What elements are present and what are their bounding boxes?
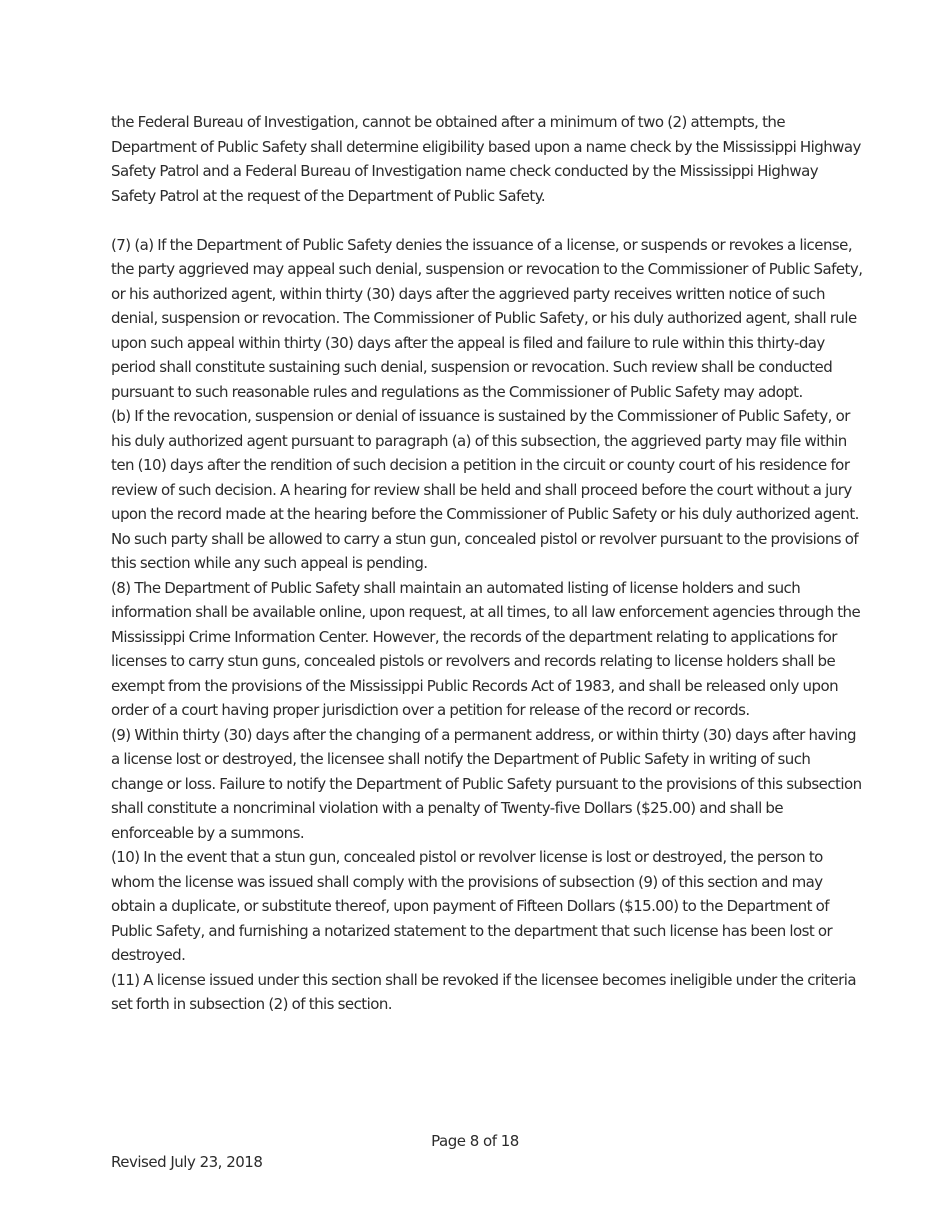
paragraph-11: (11) A license issued under this section shall be revoked if the licensee becomes ineligible under the criteria set forth in subsection (2) of this section.	[111, 970, 857, 1013]
paragraph-9: (9) Within thirty (30) days after the changing of a permanent address, or within thirty (30) days after having a license lost or destroyed, the licensee shall notify the Department of Public Safety in writing of such change or loss. Failure to notify the Department of Public Safety pursuant to the provisions of this subsection shall constitute a noncriminal violation with a penalty of Twenty-five Dollars ($25.00) and shall be enforceable by a summons.	[111, 725, 862, 842]
paragraph-continuation: the Federal Bureau of Investigation, cannot be obtained after a minimum of two (2) attempts, the Department of Public Safety shall determine eligibility based upon a name check by the Mississippi Highway Safety Patrol and a Federal Bureau of Investigation name check conducted by the Mississippi Highway Safety Patrol at the request of the Department of Public Safety.	[111, 113, 861, 205]
document-body	[111, 110, 863, 1017]
paragraph-8: (8) The Department of Public Safety shall maintain an automated listing of license holders and such information shall be available online, upon request, at all times, to all law enforcement agencies through the Mississippi Crime Information Center. However, the records of the department relating to applications for licenses to carry stun guns, concealed pistols or revolvers and records relating to license holders shall be exempt from the provisions of the Mississippi Public Records Act of 1983, and shall be released only upon order of a court having proper jurisdiction over a petition for release of the record or records.	[111, 578, 861, 719]
paragraph-10: (10) In the event that a stun gun, concealed pistol or revolver license is lost or destroyed, the person to whom the license was issued shall comply with the provisions of subsection (9) of this section and may obtain a duplicate, or substitute thereof, upon payment of Fifteen Dollars ($15.00) to the Department of Public Safety, and furnishing a notarized statement to the department that such license has been lost or destroyed.	[111, 848, 833, 964]
revised-date: Revised July 23, 2018	[111, 1153, 263, 1171]
page-number: Page 8 of 18	[431, 1132, 519, 1150]
paragraph-7a: (7) (a) If the Department of Public Safety denies the issuance of a license, or suspends or revokes a license, the party aggrieved may appeal such denial, suspension or revocation to the Commissioner of Public Safety, or his authorized agent, within thirty (30) days after the aggrieved party receives written notice of such denial, suspension or revocation. The Commissioner of Public Safety, or his duly authorized agent, shall rule upon such appeal within thirty (30) days after the appeal is filed and failure to rule within this thirty-day period shall constitute sustaining such denial, suspension or revocation. Such review shall be conducted pursuant to such reasonable rules and regulations as the Commissioner of Public Safety may adopt.	[111, 235, 863, 401]
paragraph-7b: (b) If the revocation, suspension or denial of issuance is sustained by the Commissioner of Public Safety, or his duly authorized agent pursuant to paragraph (a) of this subsection, the aggrieved party may file within ten (10) days after the rendition of such decision a petition in the circuit or county court of his residence for review of such decision. A hearing for review shall be held and shall proceed before the court without a jury upon the record made at the hearing before the Commissioner of Public Safety or his duly authorized agent. No such party shall be allowed to carry a stun gun, concealed pistol or revolver pursuant to the provisions of this section while any such appeal is pending.	[111, 407, 859, 572]
